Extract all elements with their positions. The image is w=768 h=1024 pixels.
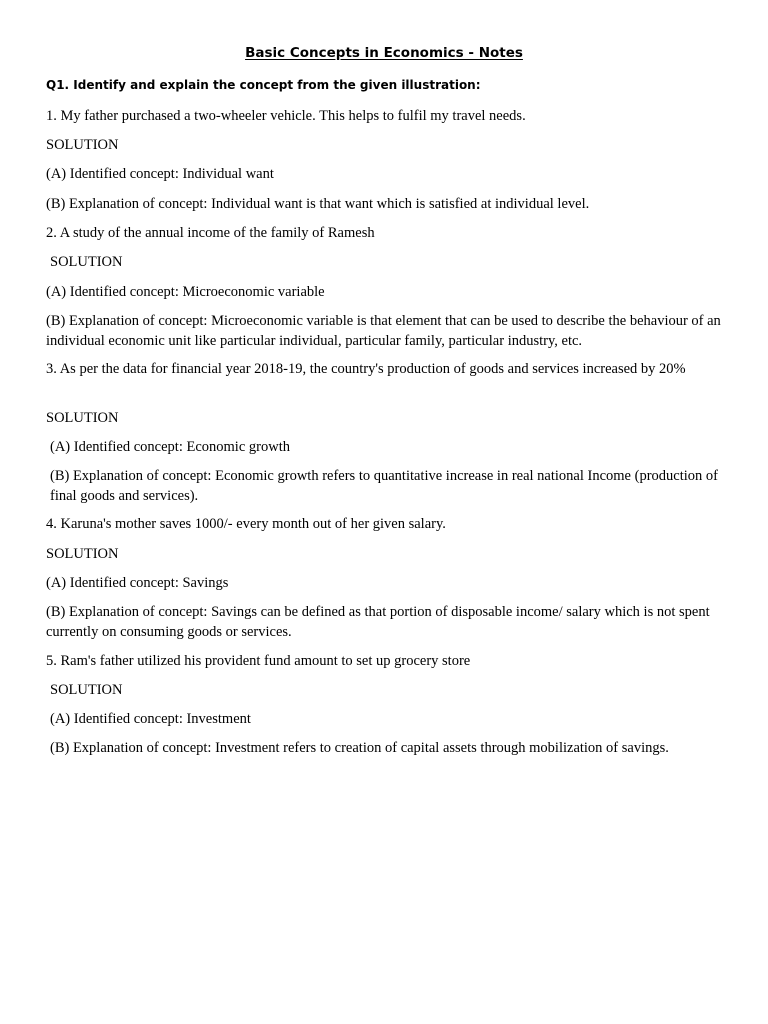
item-2-explanation: (B) Explanation of concept: Microeconomic variable is that element that can be used to describe the behaviour of an individual economic unit like particular individual, particular family, particular industry, etc. <box>46 313 721 349</box>
item-3-explanation: (B) Explanation of concept: Economic growth refers to quantitative increase in real national Income (production of final goods and services). <box>50 468 718 504</box>
item-3-concept: (A) Identified concept: Economic growth <box>50 439 290 455</box>
item-1-explanation: (B) Explanation of concept: Individual want is that want which is satisfied at individual level. <box>46 196 590 212</box>
item-4-prompt: 4. Karuna's mother saves 1000/- every month out of her given salary. <box>46 516 446 532</box>
item-4-solution-label: SOLUTION <box>46 546 119 562</box>
item-4-concept: (A) Identified concept: Savings <box>46 575 229 591</box>
question-heading: Q1. Identify and explain the concept from the given illustration: <box>46 78 481 92</box>
item-2-solution-label: SOLUTION <box>50 254 123 270</box>
item-2-prompt: 2. A study of the annual income of the family of Ramesh <box>46 225 375 241</box>
item-5-concept: (A) Identified concept: Investment <box>50 711 251 727</box>
item-5-prompt: 5. Ram's father utilized his provident fund amount to set up grocery store <box>46 653 471 669</box>
item-2-concept: (A) Identified concept: Microeconomic variable <box>46 284 325 300</box>
item-1-concept: (A) Identified concept: Individual want <box>46 166 274 182</box>
item-5-explanation: (B) Explanation of concept: Investment refers to creation of capital assets through mobilization of savings. <box>50 740 669 756</box>
item-1-solution-label: SOLUTION <box>46 137 119 153</box>
item-3-prompt: 3. As per the data for financial year 2018-19, the country's production of goods and services increased by 20% <box>46 361 686 377</box>
document-title: Basic Concepts in Economics - Notes <box>245 45 523 61</box>
item-3-solution-label: SOLUTION <box>46 410 119 426</box>
item-1-prompt: 1. My father purchased a two-wheeler vehicle. This helps to fulfil my travel needs. <box>46 108 526 124</box>
item-5-solution-label: SOLUTION <box>50 682 123 698</box>
item-4-explanation: (B) Explanation of concept: Savings can be defined as that portion of disposable income/ salary which is not spent currently on consuming goods or services. <box>46 604 710 640</box>
